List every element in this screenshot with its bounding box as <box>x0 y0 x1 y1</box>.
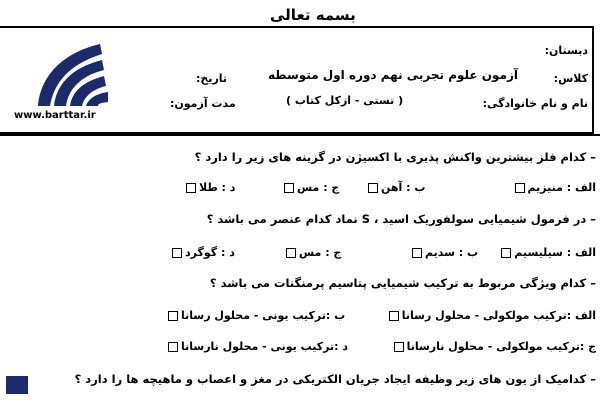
q1-option-a[interactable] <box>515 181 596 194</box>
checkbox[interactable] <box>286 248 296 258</box>
q3-option-d[interactable] <box>168 340 348 353</box>
q1-option-b[interactable] <box>368 181 425 194</box>
option-label: ج : مس <box>299 246 342 259</box>
question-3: – کدام ویژگی مربوط به ترکیب شیمیایی پتاسیم پرمنگنات می باشد ؟ <box>209 276 596 290</box>
checkbox[interactable] <box>168 311 178 321</box>
option-label: ج : مس <box>297 181 340 194</box>
option-label: د :ترکیب یونی - محلول نارسانا <box>181 340 349 353</box>
checkbox[interactable] <box>168 342 178 352</box>
q2-option-d[interactable] <box>172 246 235 259</box>
exam-title: آزمون علوم تجربی نهم دوره اول متوسطه <box>268 68 519 82</box>
checkbox[interactable] <box>501 248 511 258</box>
question-1: – کدام فلز بیشترین واکنش پذیری با اکسیژن در گزینه های زیر را دارد ؟ <box>194 150 596 164</box>
bismillah-heading: بسمه تعالی <box>270 6 356 24</box>
class-label: کلاس: <box>553 72 588 85</box>
option-label: ب : آهن <box>381 181 426 194</box>
q2-option-b[interactable] <box>412 246 478 259</box>
checkbox[interactable] <box>186 183 196 193</box>
checkbox[interactable] <box>389 311 399 321</box>
checkbox[interactable] <box>284 183 294 193</box>
checkbox[interactable] <box>515 183 525 193</box>
option-label: ب :ترکیب یونی - محلول رسانا <box>181 309 346 322</box>
date-label: تاریخ: <box>196 72 228 85</box>
q2-option-a[interactable] <box>501 246 596 259</box>
option-label: الف : سیلیسیم <box>514 246 596 259</box>
question-2: – در فرمول شیمیایی سولفوریک اسید ، S نماد کدام عنصر می باشد ؟ <box>206 212 596 226</box>
option-label: ج :ترکیب مولکولی - محلول نارسانا <box>406 340 596 353</box>
q1-option-d[interactable] <box>186 181 235 194</box>
q3-option-a[interactable] <box>389 309 596 322</box>
question-4: – کدامیک از یون های زیر وظیفه ایجاد جریان الکتریکی در مغز و اعصاب و ماهیچه ها را دارد ؟ <box>74 372 596 386</box>
q1-option-c[interactable] <box>284 181 339 194</box>
option-label: د : طلا <box>199 181 236 194</box>
option-label: الف : منیزیم <box>527 181 596 194</box>
option-label: الف :ترکیب مولکولی - محلول رسانا <box>401 309 596 322</box>
q3-option-c[interactable] <box>394 340 596 353</box>
school-label: دبستان: <box>544 44 588 57</box>
page-badge <box>6 376 28 394</box>
checkbox[interactable] <box>412 248 422 258</box>
q2-option-c[interactable] <box>286 246 341 259</box>
site-url: www.barttar.ir <box>14 110 96 121</box>
name-label: نام و نام خانوادگی: <box>482 97 588 110</box>
q3-option-b[interactable] <box>168 309 345 322</box>
checkbox[interactable] <box>368 183 378 193</box>
option-label: ب : سدیم <box>425 246 479 259</box>
checkbox[interactable] <box>394 342 404 352</box>
barttar-logo-icon <box>30 40 110 108</box>
duration-label: مدت آزمون: <box>170 97 236 110</box>
header-divider <box>0 134 600 136</box>
option-label: د : گوگرد <box>185 246 235 259</box>
exam-subtitle: ( تستی - ازکل کتاب ) <box>286 94 404 107</box>
checkbox[interactable] <box>172 248 182 258</box>
